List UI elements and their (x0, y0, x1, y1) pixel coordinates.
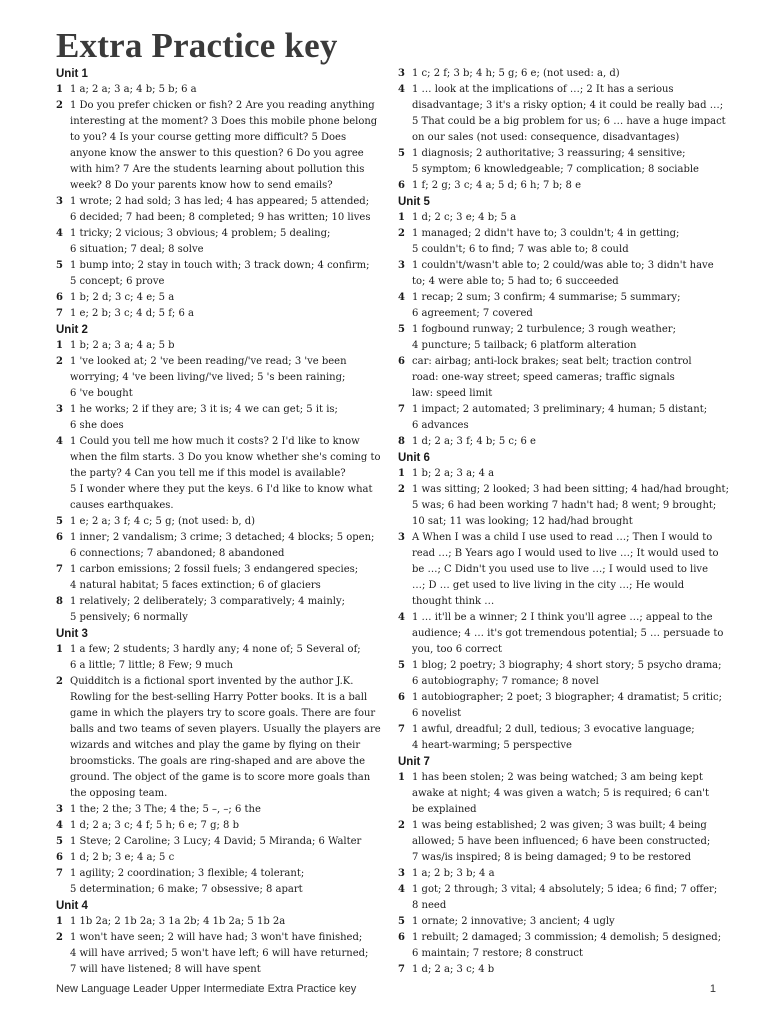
answer-lines (70, 290, 368, 306)
answer-line: 4 natural habitat; 5 faces extinction; 6 of glaciers (70, 580, 321, 591)
exercise-number: 4 (398, 292, 405, 303)
exercise-item (398, 658, 722, 690)
answer-line: week? 8 Do your parents know how to send emails? (70, 180, 333, 191)
exercise-number: 2 (56, 356, 63, 367)
exercise-number: 6 (56, 532, 63, 543)
exercise-number: 6 (56, 292, 63, 303)
answer-lines (412, 82, 726, 146)
exercise-item (398, 882, 716, 914)
exercise-number: 5 (398, 148, 405, 159)
exercise-number: 2 (398, 820, 405, 831)
answer-lines (70, 930, 368, 978)
answer-line: interesting at the moment? 3 Does this mobile phone belong (70, 116, 378, 127)
exercise-item (398, 210, 716, 226)
answer-line: 6 a little; 7 little; 8 Few; 9 much (70, 660, 233, 671)
answer-lines (412, 482, 729, 530)
exercise-item (398, 146, 716, 178)
answer-line: 4 heart-warming; 5 perspective (412, 740, 572, 751)
page-footer (56, 983, 716, 995)
exercise-number: 3 (398, 868, 405, 879)
answer-line: 1 couldn't/wasn't able to; 2 could/was able to; 3 didn't have (412, 260, 714, 271)
answer-lines (412, 882, 717, 914)
exercise-item (398, 434, 716, 450)
exercise-item (56, 82, 368, 98)
answer-line: 1 e; 2 b; 3 c; 4 d; 5 f; 6 a (70, 308, 194, 319)
exercise-number: 2 (56, 100, 63, 111)
unit-heading: Unit 3 (56, 628, 88, 640)
answer-lines (70, 530, 374, 562)
answer-line: 5 concept; 6 prove (70, 276, 165, 287)
exercise-item (56, 802, 368, 818)
exercise-number: 5 (398, 660, 405, 671)
answer-line: 1 was sitting; 2 looked; 3 had been sitting; 4 had/had brought; (412, 484, 729, 495)
exercise-item (398, 962, 716, 978)
exercise-number: 4 (56, 228, 63, 239)
answer-line: on our sales (not used: consequence, disadvantages) (412, 132, 680, 143)
answer-lines (70, 194, 370, 226)
exercise-item (56, 402, 368, 434)
answer-lines (70, 562, 368, 594)
exercise-item (398, 354, 716, 402)
exercise-item (398, 466, 716, 482)
answer-line: with him? 7 Are the students learning about pollution this (70, 164, 365, 175)
answer-lines (70, 402, 368, 434)
exercise-number: 8 (56, 596, 63, 607)
answer-line: Quidditch is a fictional sport invented by the author J.K. (70, 676, 354, 687)
answer-lines (412, 818, 716, 866)
answer-line: 5 That could be a big problem for us; 6 … have a huge impact (412, 116, 726, 127)
exercise-item (398, 258, 716, 290)
answer-line: causes earthquakes. (70, 500, 174, 511)
answer-lines (412, 930, 721, 962)
exercise-number: 3 (56, 196, 63, 207)
exercise-item (398, 482, 729, 530)
answer-line: 6 decided; 7 had been; 8 completed; 9 has written; 10 lives (70, 212, 371, 223)
answer-line: ground. The object of the game is to score more goals than (70, 772, 371, 783)
answer-lines (412, 866, 716, 882)
exercise-item (56, 514, 368, 530)
exercise-item (398, 914, 716, 930)
exercise-number: 4 (398, 84, 405, 95)
exercise-item (56, 306, 368, 322)
answer-line: 1 a few; 2 students; 3 hardly any; 4 none of; 5 Several of; (70, 644, 361, 655)
answer-line: 6 novelist (412, 708, 462, 719)
unit-heading: Unit 6 (398, 452, 430, 464)
exercise-number: 4 (56, 436, 63, 447)
answer-lines (70, 674, 381, 802)
answer-line: disadvantage; 3 it's a risky option; 4 it could be really bad …; (412, 100, 724, 111)
exercise-number: 6 (56, 852, 63, 863)
answer-lines (412, 434, 716, 450)
answer-line: the party? 4 Can you tell me if this model is available? (70, 468, 346, 479)
answer-line: 4 puncture; 5 tailback; 6 platform alteration (412, 340, 637, 351)
exercise-number: 7 (398, 724, 405, 735)
answer-line: 1 d; 2 c; 3 e; 4 b; 5 a (412, 212, 517, 223)
answer-line: 1 the; 2 the; 3 The; 4 the; 5 –, –; 6 the (70, 804, 261, 815)
answer-lines (70, 258, 369, 290)
answer-line: awake at night; 4 was given a watch; 5 is required; 6 can't (412, 788, 710, 799)
answer-line: 1 d; 2 a; 3 f; 4 b; 5 c; 6 e (412, 436, 536, 447)
answer-lines (412, 66, 716, 82)
answer-lines (70, 834, 368, 850)
answer-line: 6 she does (70, 420, 124, 431)
answer-lines (70, 850, 368, 866)
exercise-item (56, 338, 368, 354)
unit-heading: Unit 7 (398, 756, 430, 768)
exercise-number: 7 (56, 868, 63, 879)
answer-line: 4 will have arrived; 5 won't have left; 6 will have returned; (70, 948, 369, 959)
answer-line: 1 rebuilt; 2 damaged; 3 commission; 4 demolish; 5 designed; (412, 932, 722, 943)
answer-line: 1 … it'll be a winner; 2 I think you'll agree …; appeal to the (412, 612, 713, 623)
answer-line: 1 agility; 2 coordination; 3 flexible; 4 tolerant; (70, 868, 305, 879)
exercise-number: 2 (56, 676, 63, 687)
answer-line: to; 4 were able to; 5 had to; 6 succeeded (412, 276, 619, 287)
exercise-item (398, 722, 716, 754)
answer-line: car: airbag; anti-lock brakes; seat belt; traction control (412, 356, 692, 367)
exercise-item (56, 818, 368, 834)
exercise-number: 1 (398, 468, 405, 479)
answer-lines (412, 322, 716, 354)
exercise-number: 5 (56, 516, 63, 527)
exercise-item (56, 194, 371, 226)
answer-line: 6 autobiography; 7 romance; 8 novel (412, 676, 599, 687)
exercise-number: 6 (398, 932, 405, 943)
answer-lines (70, 594, 368, 626)
answer-lines (412, 962, 716, 978)
answer-line: 1 managed; 2 didn't have to; 3 couldn't; 4 in getting; (412, 228, 680, 239)
answer-line: 1 he works; 2 if they are; 3 it is; 4 we can get; 5 it is; (70, 404, 338, 415)
answer-line: 6 maintain; 7 restore; 8 construct (412, 948, 584, 959)
footer-text: New Language Leader Upper Intermediate Extra Practice key (56, 983, 357, 995)
answer-line: thought think … (412, 596, 495, 607)
answer-line: 1 inner; 2 vandalism; 3 crime; 3 detached; 4 blocks; 5 open; (70, 532, 375, 543)
answer-line: allowed; 5 have been influenced; 6 have been constructed; (412, 836, 711, 847)
exercise-item (56, 258, 368, 290)
answer-line: 1 tricky; 2 vicious; 3 obvious; 4 problem; 5 dealing; (70, 228, 331, 239)
answer-line: 8 need (412, 900, 447, 911)
answer-lines (412, 914, 716, 930)
answer-line: 1 bump into; 2 stay in touch with; 3 track down; 4 confirm; (70, 260, 370, 271)
answer-line: balls and two teams of seven players. Usually the players are (70, 724, 381, 735)
answer-line: 1 has been stolen; 2 was being watched; 3 am being kept (412, 772, 703, 783)
answer-line: 1 've looked at; 2 've been reading/'ve read; 3 've been (70, 356, 347, 367)
answer-lines (412, 226, 716, 258)
answer-line: 1 awful, dreadful; 2 dull, tedious; 3 evocative language; (412, 724, 695, 735)
answer-line: 6 agreement; 7 covered (412, 308, 533, 319)
left-column (56, 66, 381, 978)
exercise-item (56, 914, 368, 930)
answer-line: 1 wrote; 2 had sold; 3 has led; 4 has appeared; 5 attended; (70, 196, 370, 207)
exercise-number: 7 (56, 564, 63, 575)
answer-lines (412, 258, 716, 290)
answer-line: law: speed limit (412, 388, 493, 399)
exercise-item (56, 434, 381, 514)
answer-line: 5 I wonder where they put the keys. 6 I'd like to know what (70, 484, 373, 495)
answer-line: 1 Steve; 2 Caroline; 3 Lucy; 4 David; 5 Miranda; 6 Walter (70, 836, 362, 847)
exercise-item (56, 834, 368, 850)
answer-line: 1 b; 2 d; 3 c; 4 e; 5 a (70, 292, 175, 303)
answer-lines (412, 770, 716, 818)
answer-line: 1 impact; 2 automated; 3 preliminary; 4 human; 5 distant; (412, 404, 708, 415)
exercise-number: 2 (398, 484, 405, 495)
unit-heading: Unit 2 (56, 324, 88, 336)
page-title: Extra Practice key (56, 26, 338, 65)
answer-lines (70, 306, 368, 322)
answer-lines (70, 98, 377, 194)
answer-line: 1 d; 2 a; 3 c; 4 f; 5 h; 6 e; 7 g; 8 b (70, 820, 239, 831)
exercise-item (56, 594, 368, 626)
answer-line: 1 f; 2 g; 3 c; 4 a; 5 d; 6 h; 7 b; 8 e (412, 180, 581, 191)
answer-line: 6 've bought (70, 388, 133, 399)
exercise-number: 1 (56, 340, 63, 351)
answer-line: 1 d; 2 b; 3 e; 4 a; 5 c (70, 852, 175, 863)
exercise-item (56, 354, 368, 402)
answer-lines (70, 434, 381, 514)
unit-heading: Unit 4 (56, 900, 88, 912)
answer-lines (412, 146, 716, 178)
answer-line: 1 blog; 2 poetry; 3 biography; 4 short story; 5 psycho drama; (412, 660, 722, 671)
exercise-number: 4 (398, 884, 405, 895)
exercise-item (398, 322, 716, 354)
answer-line: be explained (412, 804, 477, 815)
answer-line: 5 was; 6 had been working 7 hadn't had; 8 went; 9 brought; (412, 500, 717, 511)
exercise-number: 6 (398, 180, 405, 191)
exercise-number: 7 (398, 964, 405, 975)
answer-lines (70, 354, 368, 402)
exercise-item (398, 290, 716, 322)
answer-line: …; D … get used to live living in the city …; He would (412, 580, 685, 591)
answer-line: 1 won't have seen; 2 will have had; 3 won't have finished; (70, 932, 363, 943)
exercise-number: 1 (56, 916, 63, 927)
answer-line: 6 situation; 7 deal; 8 solve (70, 244, 204, 255)
exercise-number: 3 (56, 404, 63, 415)
answer-line: 1 got; 2 through; 3 vital; 4 absolutely; 5 idea; 6 find; 7 offer; (412, 884, 718, 895)
answer-line: 1 d; 2 a; 3 c; 4 b (412, 964, 495, 975)
exercise-number: 3 (56, 804, 63, 815)
page-number: 1 (709, 983, 716, 995)
exercise-number: 5 (398, 324, 405, 335)
answer-line: worrying; 4 've been living/'ve lived; 5 's been raining; (70, 372, 346, 383)
answer-line: be …; C Didn't you used use to live …; I would used to live (412, 564, 708, 575)
exercise-number: 3 (398, 260, 405, 271)
exercise-item (398, 178, 716, 194)
exercise-item (398, 66, 716, 82)
answer-lines (412, 178, 716, 194)
answer-line: 1 was being established; 2 was given; 3 was built; 4 being (412, 820, 707, 831)
answer-line: 1 e; 2 a; 3 f; 4 c; 5 g; (not used: b, d) (70, 516, 256, 527)
answer-line: 1 1b 2a; 2 1b 2a; 3 1a 2b; 4 1b 2a; 5 1b 2a (70, 916, 286, 927)
unit-heading: Unit 1 (56, 68, 88, 80)
answer-line: 1 a; 2 b; 3 b; 4 a (412, 868, 495, 879)
exercise-item (56, 642, 368, 674)
answer-lines (70, 338, 368, 354)
answer-line: 10 sat; 11 was looking; 12 had/had brought (412, 516, 633, 527)
right-column (398, 66, 729, 978)
unit-heading: Unit 5 (398, 196, 430, 208)
answer-line: road: one-way street; speed cameras; traffic signals (412, 372, 675, 383)
exercise-item (398, 770, 716, 818)
answer-line: 1 Do you prefer chicken or fish? 2 Are you reading anything (70, 100, 375, 111)
answer-line: 1 recap; 2 sum; 3 confirm; 4 summarise; 5 summary; (412, 292, 681, 303)
answer-line: the opposing team. (70, 788, 168, 799)
answer-line: 7 will have listened; 8 will have spent (70, 964, 261, 975)
answer-line: audience; 4 … it's got tremendous potential; 5 … persuade to (412, 628, 724, 639)
answer-lines (412, 402, 716, 434)
exercise-number: 8 (398, 436, 405, 447)
exercise-number: 2 (56, 932, 63, 943)
answer-lines (70, 82, 368, 98)
answer-line: 5 symptom; 6 knowledgeable; 7 complication; 8 sociable (412, 164, 699, 175)
answer-line: 1 … look at the implications of …; 2 It has a serious (412, 84, 674, 95)
exercise-number: 1 (398, 212, 405, 223)
answer-line: 1 diagnosis; 2 authoritative; 3 reassuring; 4 sensitive; (412, 148, 686, 159)
exercise-item (56, 930, 368, 978)
answer-line: 5 pensively; 6 normally (70, 612, 188, 623)
answer-line: 1 carbon emissions; 2 fossil fuels; 3 endangered species; (70, 564, 359, 575)
answer-lines (70, 226, 368, 258)
answer-line: wizards and witches and play the game by flying on their (70, 740, 361, 751)
answer-line: 1 b; 2 a; 3 a; 4 a (412, 468, 495, 479)
exercise-item (56, 674, 381, 802)
answer-lines (412, 690, 722, 722)
answer-line: A When I was a child I use used to read …; Then I would to (412, 532, 713, 543)
answer-lines (412, 466, 716, 482)
exercise-item (398, 82, 726, 146)
exercise-item (398, 226, 716, 258)
exercise-item (398, 930, 722, 962)
exercise-item (56, 290, 368, 306)
exercise-item (398, 818, 716, 866)
exercise-number: 7 (398, 404, 405, 415)
exercise-item (56, 98, 378, 194)
exercise-number: 6 (398, 692, 405, 703)
answer-line: broomsticks. The goals are ring-shaped and are above the (70, 756, 366, 767)
answer-lines (70, 914, 368, 930)
answer-line: 1 relatively; 2 deliberately; 3 comparatively; 4 mainly; (70, 596, 345, 607)
exercise-item (56, 562, 368, 594)
exercise-number: 5 (398, 916, 405, 927)
exercise-number: 1 (398, 772, 405, 783)
answer-line: 1 fogbound runway; 2 turbulence; 3 rough weather; (412, 324, 676, 335)
answer-lines (70, 514, 368, 530)
answer-lines (412, 354, 716, 402)
answer-line: 5 couldn't; 6 to find; 7 was able to; 8 could (412, 244, 629, 255)
answer-line: Rowling for the best-selling Harry Potter books. It is a ball (70, 692, 368, 703)
exercise-number: 3 (398, 68, 405, 79)
exercise-number: 2 (398, 228, 405, 239)
answer-lines (412, 290, 716, 322)
answer-line: 1 Could you tell me how much it costs? 2 I'd like to know (70, 436, 360, 447)
exercise-number: 1 (56, 84, 63, 95)
answer-line: 1 c; 2 f; 3 b; 4 h; 5 g; 6 e; (not used: a, d) (412, 68, 620, 79)
answer-line: you, too 6 correct (412, 644, 502, 655)
answer-lines (70, 802, 368, 818)
answer-lines (70, 818, 368, 834)
answer-lines (412, 210, 716, 226)
answer-line: to you? 4 Is your course getting more difficult? 5 Does (70, 132, 347, 143)
answer-lines (70, 866, 368, 898)
exercise-item (56, 226, 368, 258)
answer-lines (412, 530, 719, 610)
exercise-item (398, 402, 716, 434)
exercise-number: 5 (56, 836, 63, 847)
answer-line: 1 a; 2 a; 3 a; 4 b; 5 b; 6 a (70, 84, 197, 95)
answer-lines (412, 658, 722, 690)
answer-line: 5 determination; 6 make; 7 obsessive; 8 apart (70, 884, 303, 895)
answer-line: read …; B Years ago I would used to live …; It would used to (412, 548, 719, 559)
exercise-number: 5 (56, 260, 63, 271)
exercise-number: 4 (56, 820, 63, 831)
exercise-item (398, 530, 719, 610)
answer-line: 6 advances (412, 420, 469, 431)
exercise-item (56, 866, 368, 898)
exercise-item (398, 866, 716, 882)
answer-line: 6 connections; 7 abandoned; 8 abandoned (70, 548, 285, 559)
exercise-number: 1 (56, 644, 63, 655)
answer-lines (412, 610, 723, 658)
answer-line: 1 b; 2 a; 3 a; 4 a; 5 b (70, 340, 175, 351)
answer-lines (70, 642, 368, 674)
answer-line: 1 ornate; 2 innovative; 3 ancient; 4 ugly (412, 916, 615, 927)
exercise-item (56, 850, 368, 866)
exercise-item (398, 690, 723, 722)
answer-lines (412, 722, 716, 754)
answer-line: 7 was/is inspired; 8 is being damaged; 9 to be restored (412, 852, 691, 863)
answer-line: game in which the players try to score goals. There are four (70, 708, 376, 719)
exercise-number: 4 (398, 612, 405, 623)
exercise-number: 7 (56, 308, 63, 319)
answer-line: when the film starts. 3 Do you know whether she's coming to (70, 452, 381, 463)
answer-line: 1 autobiographer; 2 poet; 3 biographer; 4 dramatist; 5 critic; (412, 692, 723, 703)
exercise-item (56, 530, 375, 562)
exercise-number: 3 (398, 532, 405, 543)
exercise-number: 6 (398, 356, 405, 367)
answer-line: anyone know the answer to this question? 6 Do you agree (70, 148, 364, 159)
exercise-item (398, 610, 724, 658)
